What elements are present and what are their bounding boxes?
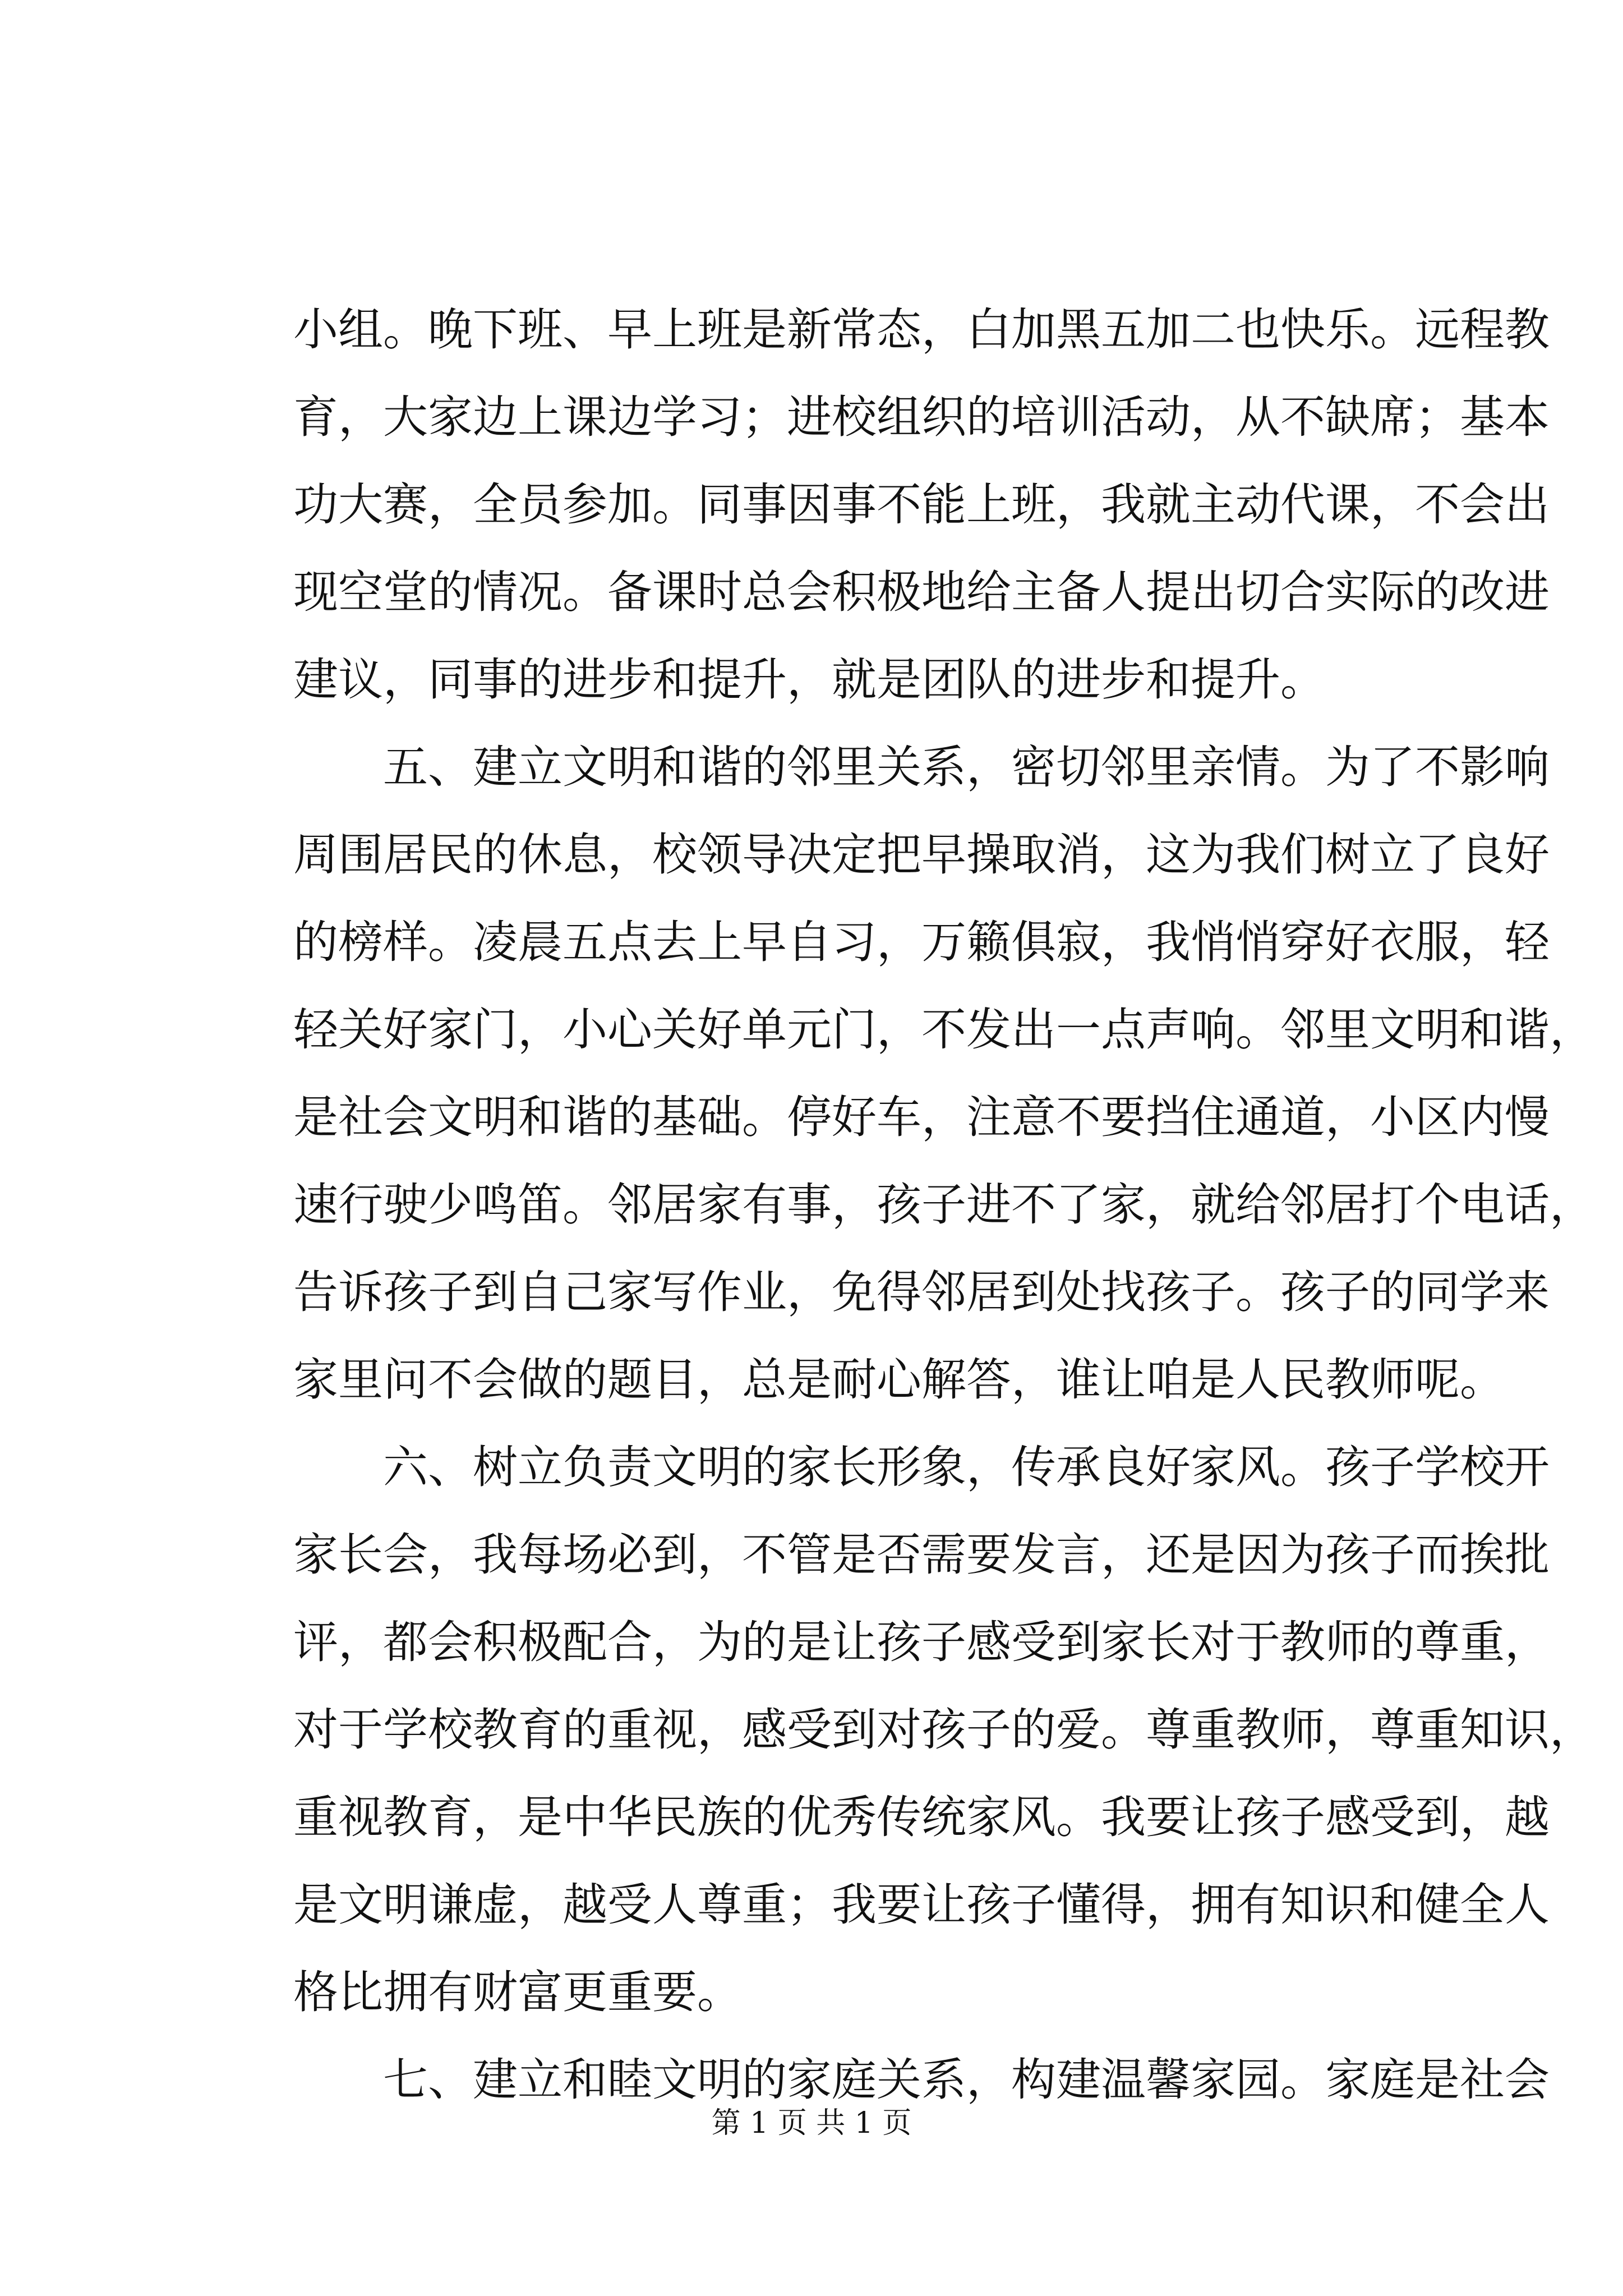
text-line: 现空堂的情况。备课时总会积极地给主备人提出切合实际的改进 (293, 566, 1550, 618)
body-text (293, 286, 1594, 2124)
text-line: 是文明谦虚，越受人尊重；我要让孩子懂得，拥有知识和健全人 (293, 1879, 1550, 1931)
paragraph-7-heading-line: 七、建立和睦文明的家庭关系，构建温馨家园。家庭是社会 (383, 2054, 1550, 2106)
paragraph-6-heading-line: 六、树立负责文明的家长形象，传承良好家风。孩子学校开 (383, 1441, 1550, 1493)
text-line: 轻关好家门，小心关好单元门，不发出一点声响。邻里文明和谐， (293, 1004, 1594, 1056)
page-footer: 第 1 页 共 1 页 (711, 2106, 912, 2140)
text-line: 速行驶少鸣笛。邻居家有事，孩子进不了家，就给邻居打个电话， (293, 1179, 1594, 1231)
text-line: 对于学校教育的重视，感受到对孩子的爱。尊重教师，尊重知识， (293, 1704, 1594, 1756)
text-line: 家里问不会做的题目，总是耐心解答，谁让咱是人民教师呢。 (293, 1354, 1505, 1406)
text-line: 家长会，我每场必到，不管是否需要发言，还是因为孩子而挨批 (293, 1529, 1550, 1581)
text-line: 小组。晚下班、早上班是新常态，白加黑五加二也快乐。远程教 (293, 303, 1550, 356)
text-line: 的榜样。凌晨五点去上早自习，万籁俱寂，我悄悄穿好衣服，轻 (293, 916, 1550, 968)
text-line: 育，大家边上课边学习；进校组织的培训活动，从不缺席；基本 (293, 391, 1550, 443)
text-line: 重视教育，是中华民族的优秀传统家风。我要让孩子感受到，越 (293, 1791, 1550, 1843)
text-line: 告诉孩子到自己家写作业，免得邻居到处找孩子。孩子的同学来 (293, 1266, 1550, 1318)
paragraph-5-heading-line: 五、建立文明和谐的邻里关系，密切邻里亲情。为了不影响 (383, 741, 1550, 793)
text-line: 评，都会积极配合，为的是让孩子感受到家长对于教师的尊重， (293, 1616, 1550, 1668)
text-line: 功大赛，全员参加。同事因事不能上班，我就主动代课，不会出 (293, 478, 1550, 531)
text-line: 格比拥有财富更重要。 (293, 1966, 742, 2018)
text-line: 是社会文明和谐的基础。停好车，注意不要挡住通道，小区内慢 (293, 1091, 1550, 1143)
text-line: 周围居民的休息，校领导决定把早操取消，这为我们树立了良好 (293, 829, 1550, 881)
text-line: 建议，同事的进步和提升，就是团队的进步和提升。 (293, 654, 1325, 706)
